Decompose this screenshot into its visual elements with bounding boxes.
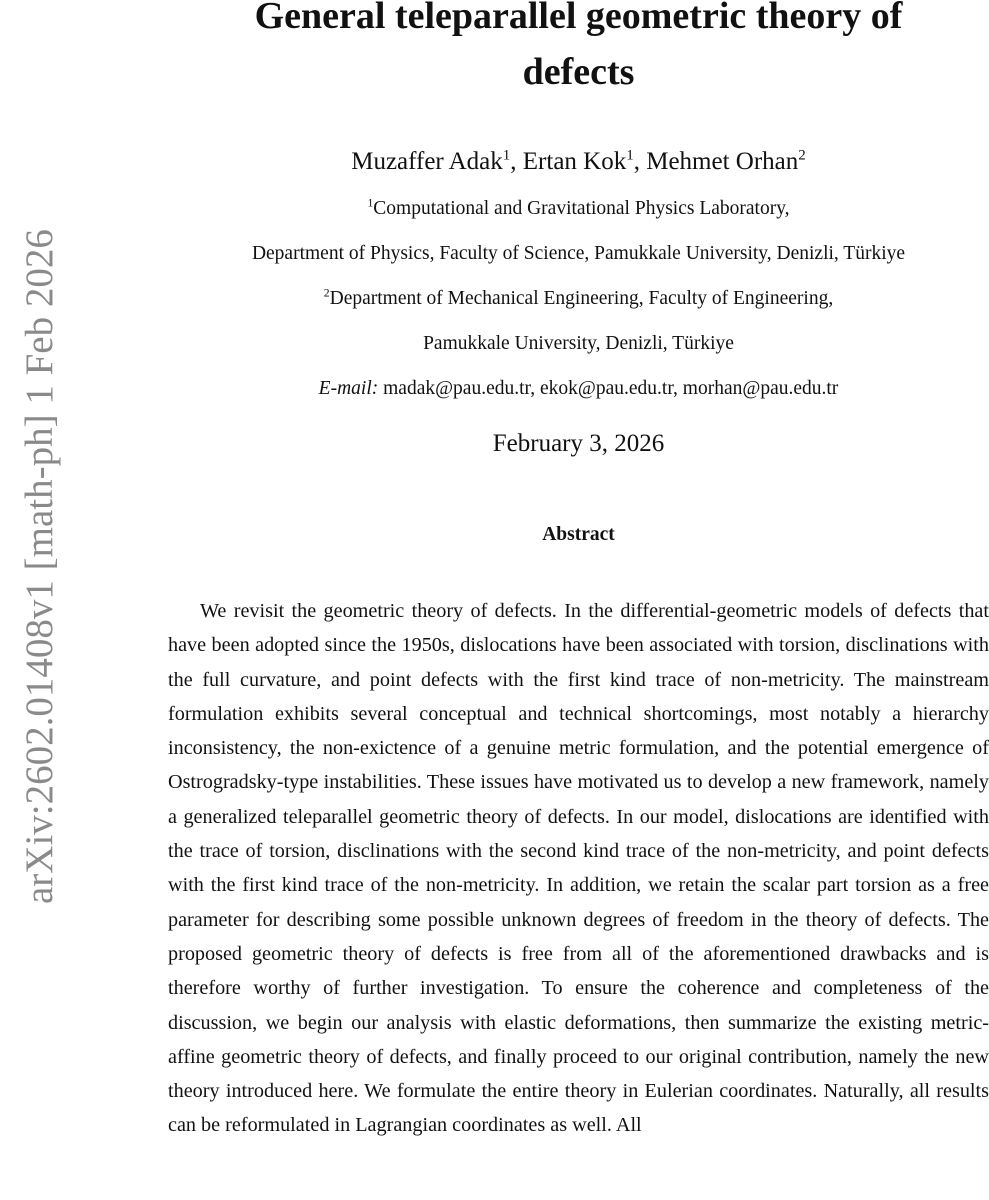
arxiv-sidebar xyxy=(0,0,60,1200)
affiliation-mark: 1 xyxy=(367,196,374,210)
paper-page xyxy=(168,0,989,1200)
abstract-heading: Abstract xyxy=(542,524,615,545)
arxiv-identifier: arXiv:2602.01408v1 [math-ph] 1 Feb 2026 xyxy=(18,229,61,904)
author-name: Muzaffer Adak xyxy=(351,148,503,175)
email-label: E-mail: xyxy=(318,378,379,399)
email-line xyxy=(168,376,989,402)
email-addresses: madak@pau.edu.tr, ekok@pau.edu.tr, morhan@pau.edu.tr xyxy=(383,378,839,399)
author-list: Muzaffer Adak$^1$, Ertan Kok$^1$, Mehmet Orhan$^2$ xyxy=(351,147,806,175)
title-line-1: General teleparallel geometric theory of xyxy=(254,0,903,37)
author-name: Ertan Kok xyxy=(522,148,627,175)
affiliation-1-line-1 xyxy=(168,196,989,222)
affiliation-1-line-2: Department of Physics, Faculty of Science, Pamukkale University, Denizli, Türkiye xyxy=(251,243,906,264)
abstract-body: We revisit the geometric theory of defects. In the differential-geometric models of defects that have been adopted since the 1950s, dislocations have been associated with torsion, disclinations with the full curvature, and point defects with the first kind trace of non-metricity. The mainstream formulation exhibits several conceptual and technical shortcomings, most notably a hierarchy inconsistency, the non-exictence of a genuine metric formulation, and the potential emergence of Ostrogradsky-type instabilities. These issues have motivated us to develop a new framework, namely a generalized teleparallel geometric theory of defects. In our model, dislocations are identified with the trace of torsion, disclinations with the second kind trace of the non-metricity, and point defects with the first kind trace of the non-metricity. In addition, we retain the scalar part torsion as a free parameter for describing some possible unknown degrees of freedom in the theory of defects. The proposed geometric theory of defects is free from all of the aforementioned drawbacks and is therefore worthy of further investigation. To ensure the coherence and completeness of the discussion, we begin our analysis with elastic deformations, then summarize the existing metric-affine geometric theory of defects, and finally proceed to our original contribution, namely the new theory introduced here. We formulate the entire theory in Eulerian coordinates. Naturally, all results can be reformulated in Lagrangian coordinates as well. All xyxy=(168,600,989,1137)
author-affiliation-mark: 2 xyxy=(798,147,806,164)
affiliation-mark: 2 xyxy=(323,286,330,300)
affiliation-text: Department of Mechanical Engineering, Faculty of Engineering, xyxy=(329,288,834,309)
paper-date: February 3, 2026 xyxy=(492,430,665,457)
author-affiliation-mark: 1 xyxy=(626,147,634,164)
author-affiliation-mark: 1 xyxy=(502,147,511,164)
title-line-2: defects xyxy=(522,51,635,93)
paper-title xyxy=(168,0,989,100)
affiliation-2-line-1 xyxy=(168,286,989,312)
author-name: Mehmet Orhan xyxy=(646,148,799,175)
affiliation-2-line-2: Pamukkale University, Denizli, Türkiye xyxy=(423,333,734,354)
affiliation-text: Computational and Gravitational Physics Laboratory, xyxy=(373,198,790,219)
